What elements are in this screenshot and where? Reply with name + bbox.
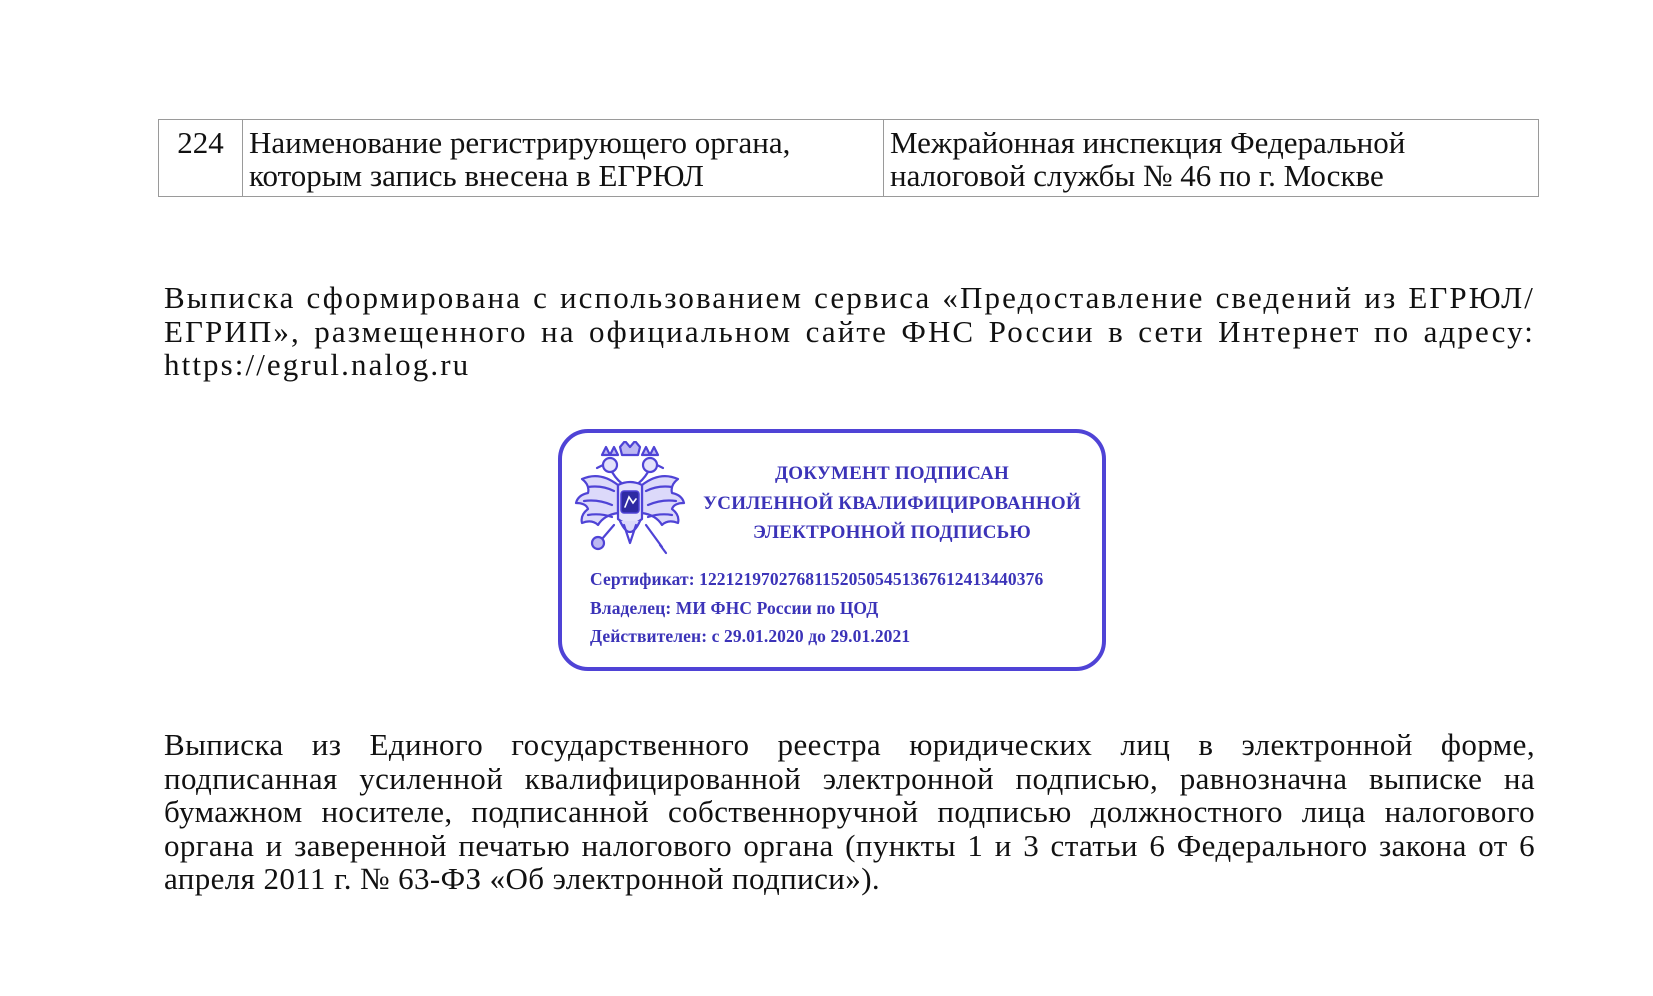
- stamp-validity: Действителен: с 29.01.2020 до 29.01.2021: [590, 626, 911, 646]
- stamp-details: [590, 565, 1043, 651]
- record-table: [158, 119, 1539, 197]
- record-label-line: Наименование регистрирующего органа,: [249, 125, 791, 160]
- stamp-title: [692, 459, 1092, 548]
- legal-note-paragraph: Выписка из Единого государственного реестра юридических лиц в электронной форме, подписанная усиленной квалифицированной электронной подписью, равнозначна выписке на бумажном носителе, подписанной собственноручной подписью должностного лица налогового органа и заверенной печатью налогового органа (пункты 1 и 3 статьи 6 Федерального закона от 6 апреля 2011 г. № 63-ФЗ «Об электронной подписи»).: [164, 727, 1535, 896]
- record-value-line: налоговой службы № 46 по г. Москве: [890, 158, 1384, 193]
- service-note-paragraph: Выписка сформирована с использованием сервиса «Предоставление сведений из ЕГРЮЛ/ЕГРИП», размещенного на официальном сайте ФНС России в сети Интернет по адресу: https://egrul.nalog.ru: [164, 280, 1535, 382]
- stamp-owner: Владелец: МИ ФНС России по ЦОД: [590, 597, 879, 618]
- record-label: [243, 120, 884, 197]
- record-number: 224: [159, 120, 243, 197]
- double-headed-eagle-emblem-icon: [574, 441, 686, 559]
- table-row: [159, 120, 1539, 197]
- signature-stamp: [558, 429, 1106, 671]
- stamp-title-line: ЭЛЕКТРОННОЙ ПОДПИСЬЮ: [752, 522, 1032, 543]
- record-value-line: Межрайонная инспекция Федеральной: [890, 125, 1406, 160]
- record-label-line: которым запись внесена в ЕГРЮЛ: [249, 158, 704, 193]
- stamp-title-line: УСИЛЕННОЙ КВАЛИФИЦИРОВАННОЙ: [703, 492, 1081, 514]
- stamp-certificate: Сертификат: 122121970276811520505451367612413440376: [590, 569, 1044, 589]
- record-value: [884, 120, 1539, 197]
- stamp-title-line: ДОКУМЕНТ ПОДПИСАН: [775, 463, 1009, 484]
